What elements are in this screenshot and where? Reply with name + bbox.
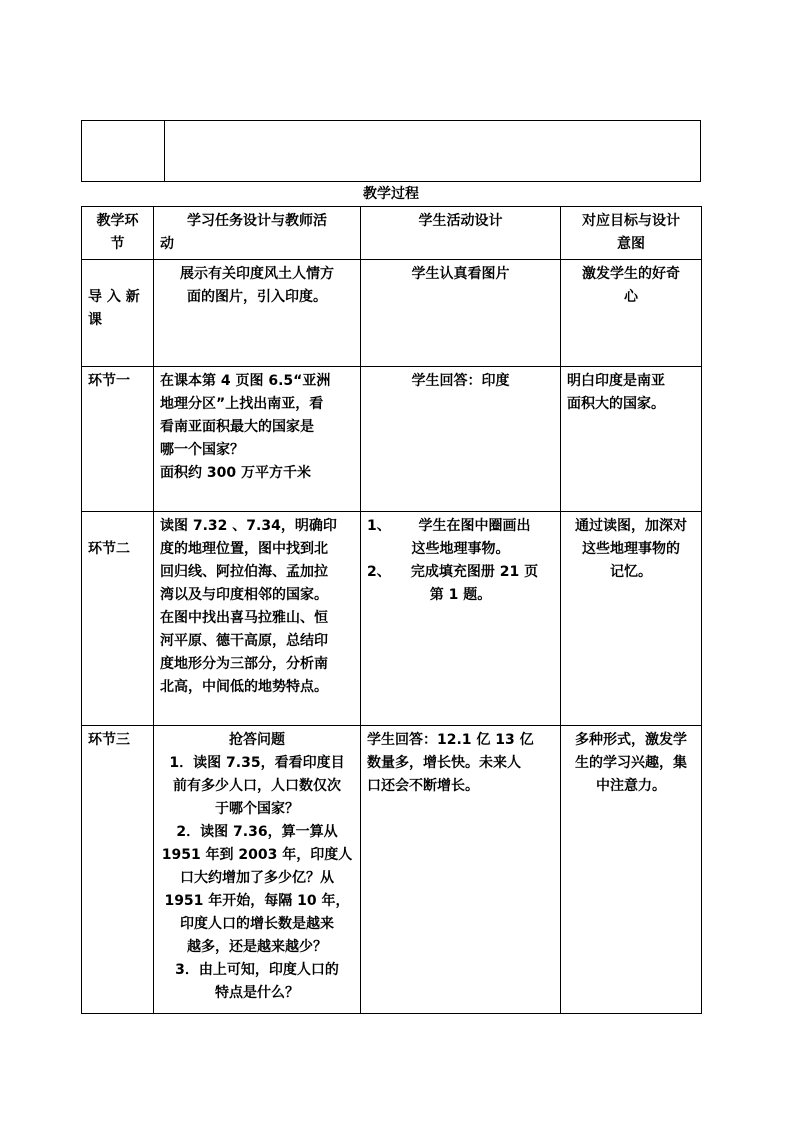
table-row: [82, 512, 702, 726]
top-right-cell: [165, 121, 701, 182]
stage-cell: 环节三: [82, 726, 154, 1014]
stage-cell: 导 入 新 课: [82, 260, 154, 367]
header-row: [82, 207, 702, 260]
goal-cell: 多种形式，激发学 生的学习兴趣，集 中注意力。: [561, 726, 702, 1014]
student-cell: 学生回答：12.1 亿 13 亿 数量多，增长快。未来人 口还会不断增长。: [361, 726, 561, 1014]
stage-cell: 环节二: [82, 512, 154, 726]
student-cell: 学生认真看图片: [361, 260, 561, 367]
task-cell: 读图 7.32 、7.34，明确印 度的地理位置，图中找到北 回归线、阿拉伯海、孟加拉 湾以及与印度相邻的国家。 在图中找出喜马拉雅山、恒 河平原、德干高原，总结印 度地形分为三部分，分析南 北高，中间低的地势特点。: [154, 512, 361, 726]
task-cell: 在课本第 4 页图 6.5“亚洲 地理分区”上找出南亚，看 看南亚面积最大的国家是 哪一个国家？ 面积约 300 万平方千米: [154, 367, 361, 512]
list-item: 1、 学生在图中圈画出: [367, 518, 531, 534]
header-task: 学习任务设计与教师活 动: [154, 207, 361, 260]
list-item: 2、 完成填充图册 21 页: [367, 564, 539, 580]
table-caption: 教学过程: [363, 186, 419, 202]
student-cell: 1、 学生在图中圈画出 这些地理事物。 2、 完成填充图册 21 页 第 1 题。: [361, 512, 561, 726]
top-left-cell: [82, 121, 165, 182]
header-stage: 教学环 节: [82, 207, 154, 260]
table-row: [82, 367, 702, 512]
task-cell: 展示有关印度风土人情方 面的图片，引入印度。: [154, 260, 361, 367]
table-row: [82, 726, 702, 1014]
task-cell: 抢答问题 1．读图 7.35，看看印度目 前有多少人口，人口数仅次 于哪个国家？ 2．读图 7.36，算一算从 1951 年到 2003 年，印度人 口大约增加了多少亿？从 1951 年开始，每隔 10 年， 印度人口的增长数是越来 越多，还是越来越少？ 3．由上可知，印度人口的 特点是什么？: [154, 726, 361, 1014]
table-row: [82, 260, 702, 367]
header-goal: 对应目标与设计 意图: [561, 207, 702, 260]
top-blank-table: [81, 120, 701, 182]
goal-cell: 激发学生的好奇 心: [561, 260, 702, 367]
header-student: 学生活动设计: [361, 207, 561, 260]
stage-cell: 环节一: [82, 367, 154, 512]
student-cell: 学生回答：印度: [361, 367, 561, 512]
teaching-process-table: [81, 206, 702, 1014]
goal-cell: 通过读图，加深对 这些地理事物的 记忆。: [561, 512, 702, 726]
goal-cell: 明白印度是南亚 面积大的国家。: [561, 367, 702, 512]
